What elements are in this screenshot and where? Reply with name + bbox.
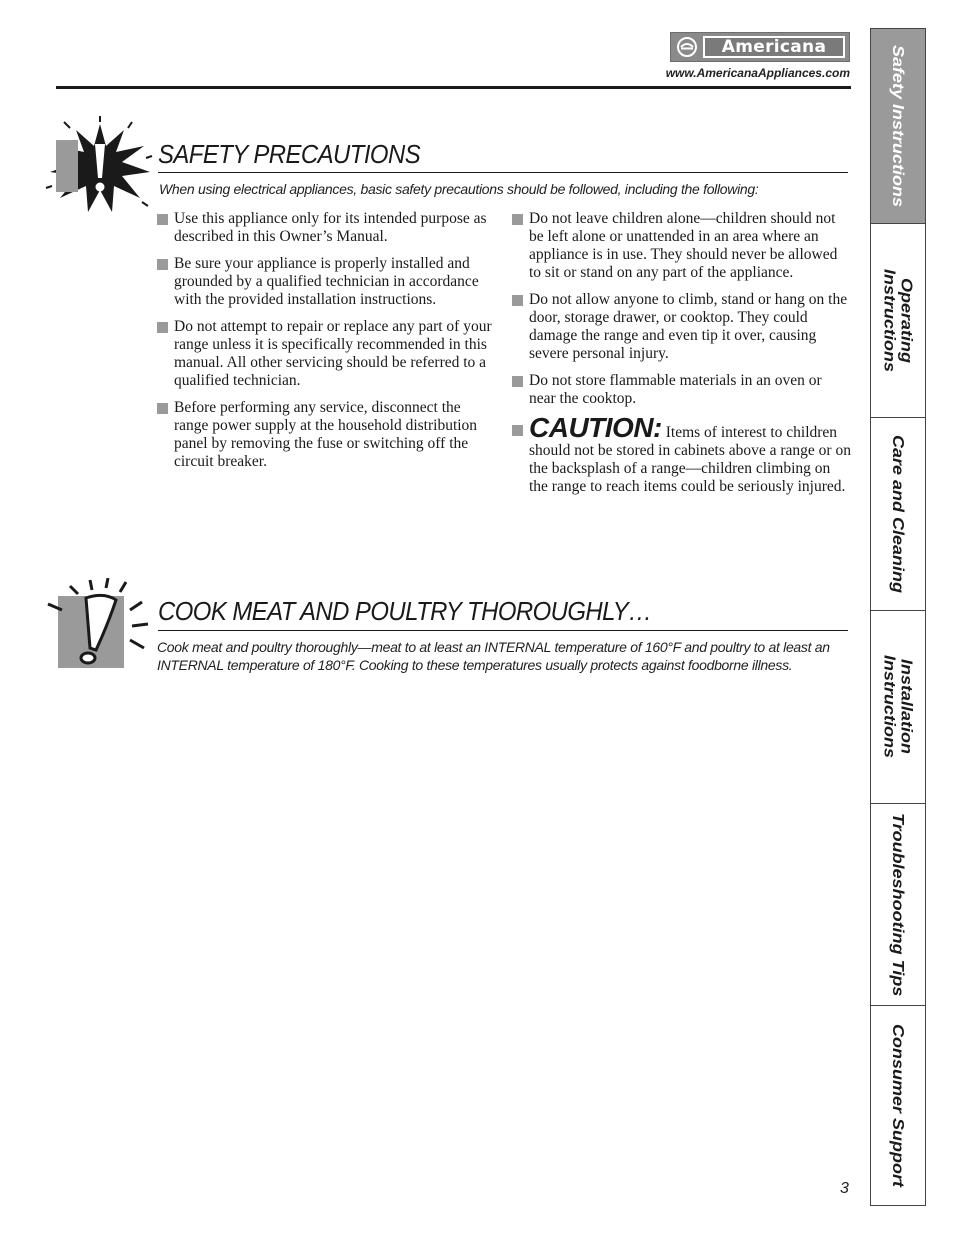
square-bullet-icon [512, 295, 523, 306]
cook-title-rule [158, 630, 848, 631]
americana-logo-mark-icon [671, 33, 703, 61]
item-text: Do not leave children alone—children should not be left alone or unattended in an area where an appliance is in use. They should never be allowed to sit or stand on any part of the appliance. [529, 210, 838, 281]
tab-label: Troubleshooting Tips [889, 812, 907, 997]
safety-intro: When using electrical appliances, basic safety precautions should be followed, including the following: [159, 181, 759, 197]
square-bullet-icon [512, 425, 523, 436]
square-bullet-icon [157, 403, 168, 414]
square-bullet-icon [157, 259, 168, 270]
tab-operating-instructions[interactable] [871, 224, 925, 418]
caution-label: CAUTION: [529, 412, 662, 443]
tip-exclamation-icon [46, 578, 158, 679]
list-item [157, 318, 497, 390]
safety-right-column [512, 210, 852, 505]
safety-title-rule [158, 172, 848, 173]
header-divider [56, 86, 851, 89]
brand-name: Americana [703, 36, 845, 58]
list-item [512, 291, 852, 363]
tab-consumer-support[interactable] [871, 1006, 925, 1205]
list-item [157, 399, 497, 471]
tab-installation-instructions[interactable] [871, 611, 925, 804]
website-url[interactable]: www.AmericanaAppliances.com [665, 66, 850, 80]
page-number: 3 [840, 1180, 849, 1197]
tab-label: Installation Instructions [881, 655, 915, 759]
tab-label: Operating Instructions [881, 268, 915, 372]
tab-safety-instructions[interactable] [871, 29, 925, 224]
exclamation-burst-icon [44, 116, 156, 225]
item-text: Do not store flammable materials in an oven or near the cooktop. [529, 372, 822, 407]
item-text: Do not attempt to repair or replace any part of your range unless it is specifically recommended in this manual. All other servicing should be referred to a qualified technician. [174, 318, 492, 389]
caution-text: Items of interest to children should not be stored in cabinets above a range or on the backsplash of a range—children climbing on the range to reach items could be seriously injured. [529, 424, 851, 495]
list-item [157, 210, 497, 246]
caution-item [512, 412, 852, 496]
item-text: Be sure your appliance is properly installed and grounded by a qualified technician in accordance with the provided installation instructions. [174, 255, 479, 308]
list-item [512, 210, 852, 282]
safety-title: SAFETY PRECAUTIONS [158, 139, 421, 169]
item-text: Do not allow anyone to climb, stand or hang on the door, storage drawer, or cooktop. They could damage the range and even tip it over, causing severe personal injury. [529, 291, 848, 362]
cook-intro: Cook meat and poultry thoroughly—meat to at least an INTERNAL temperature of 160°F and poultry to at least an INTERNAL temperature of 180°F. Cooking to these temperatures usually protects against foodborne illness. [157, 639, 830, 673]
section-tabs [870, 28, 926, 1206]
tab-label: Care and Cleaning [889, 434, 907, 594]
tab-care-and-cleaning[interactable] [871, 418, 925, 611]
square-bullet-icon [512, 376, 523, 387]
square-bullet-icon [157, 214, 168, 225]
square-bullet-icon [512, 214, 523, 225]
cook-title: COOK MEAT AND POULTRY THOROUGHLY… [158, 596, 652, 626]
tab-troubleshooting-tips[interactable] [871, 804, 925, 1006]
tab-label: Consumer Support [889, 1023, 907, 1187]
list-item [512, 372, 852, 408]
item-text: Before performing any service, disconnect the range power supply at the household distribution panel by removing the fuse or switching off the circuit breaker. [174, 399, 478, 470]
list-item [157, 255, 497, 309]
item-text: Use this appliance only for its intended purpose as described in this Owner’s Manual. [174, 210, 487, 245]
safety-left-column [157, 210, 497, 480]
square-bullet-icon [157, 322, 168, 333]
americana-logo [670, 32, 850, 62]
tab-label: Safety Instructions [889, 44, 907, 208]
